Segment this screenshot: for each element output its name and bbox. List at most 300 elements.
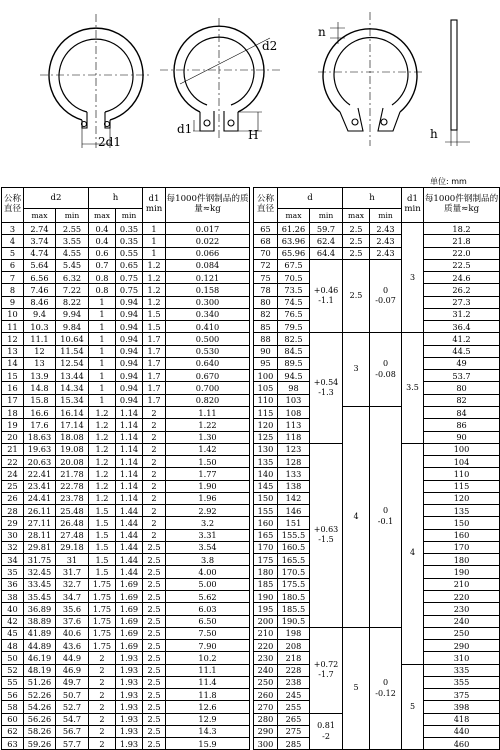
d-max-cell: 151 xyxy=(278,517,310,529)
d2-max-cell: 33.45 xyxy=(24,578,56,590)
d2-min-cell: 56.7 xyxy=(56,725,89,737)
table-row xyxy=(254,247,500,259)
h-max-cell: 1.2 xyxy=(89,419,116,431)
d2-min-cell: 43.6 xyxy=(56,640,89,652)
mass-cell: 2.92 xyxy=(166,505,250,517)
mass-cell: 18.2 xyxy=(424,223,500,235)
mass-cell: 49 xyxy=(424,357,500,369)
h-min-cell: 1.93 xyxy=(116,738,143,750)
d-max-cell: 84.5 xyxy=(278,345,310,357)
h-max-cell: 1.2 xyxy=(89,431,116,443)
h-max-cell: 1.75 xyxy=(89,578,116,590)
d2-min-cell: 54.7 xyxy=(56,713,89,725)
spec-table-right xyxy=(253,187,500,750)
h-min-cell: 1.69 xyxy=(116,603,143,615)
mass-cell: 3.2 xyxy=(166,517,250,529)
mass-cell: 36.4 xyxy=(424,321,500,333)
mass-cell: 1.22 xyxy=(166,419,250,431)
size-cell: 13 xyxy=(2,345,24,357)
d-max-cell: 89.5 xyxy=(278,357,310,369)
h-max-cell: 1.5 xyxy=(89,566,116,578)
h-max-cell: 1.2 xyxy=(89,492,116,504)
d2-min-cell: 35.6 xyxy=(56,603,89,615)
d-min-cell: 62.4 xyxy=(310,235,343,247)
table-row xyxy=(2,689,250,701)
h-max-cell: 0.4 xyxy=(89,223,116,235)
table-row xyxy=(2,725,250,737)
size-cell: 95 xyxy=(254,357,278,369)
size-cell: 3 xyxy=(2,223,24,235)
mass-cell: 14.3 xyxy=(166,725,250,737)
h-min-cell: 1.14 xyxy=(116,406,143,418)
table-row xyxy=(2,701,250,713)
table-row xyxy=(2,443,250,455)
d2-min-cell: 14.34 xyxy=(56,382,89,394)
mass-cell: 82 xyxy=(424,394,500,406)
d-min-cell: 64.4 xyxy=(310,247,343,259)
size-cell: 290 xyxy=(254,725,278,737)
table-row xyxy=(2,357,250,369)
table-row xyxy=(254,259,500,271)
d-max-cell: 113 xyxy=(278,419,310,431)
mass-cell: 84 xyxy=(424,406,500,418)
size-cell: 26 xyxy=(2,492,24,504)
mass-cell: 90 xyxy=(424,431,500,443)
h-min-cell: 1.44 xyxy=(116,517,143,529)
mass-cell: 170 xyxy=(424,541,500,553)
d1-cell: 4 xyxy=(402,443,424,664)
size-cell: 45 xyxy=(2,627,24,639)
size-cell: 52 xyxy=(2,664,24,676)
size-cell: 175 xyxy=(254,554,278,566)
d2-min-cell: 46.9 xyxy=(56,664,89,676)
table-row xyxy=(2,505,250,517)
d-tolerance-cell: 0.81 -2 xyxy=(310,713,343,750)
size-cell: 78 xyxy=(254,284,278,296)
mass-cell: 104 xyxy=(424,456,500,468)
size-cell: 230 xyxy=(254,652,278,664)
d2-min-cell: 4.55 xyxy=(56,247,89,259)
d1-cell: 3.5 xyxy=(402,333,424,443)
d-min-cell: 59.7 xyxy=(310,223,343,235)
h-max-cell: 2 xyxy=(89,701,116,713)
size-cell: 12 xyxy=(2,333,24,345)
mass-cell: 310 xyxy=(424,652,500,664)
h-max-cell: 1.5 xyxy=(89,541,116,553)
mass-cell: 1.11 xyxy=(166,406,250,418)
mass-cell: 0.640 xyxy=(166,357,250,369)
d2-max-cell: 13.9 xyxy=(24,370,56,382)
mass-cell: 15.9 xyxy=(166,738,250,750)
header-d2: d2 xyxy=(24,188,89,209)
mass-cell: 3.54 xyxy=(166,541,250,553)
d1-cell: 2.5 xyxy=(143,578,166,590)
header-max: max xyxy=(278,209,310,223)
d2-min-cell: 5.45 xyxy=(56,259,89,271)
h-max-cell: 1.75 xyxy=(89,615,116,627)
d1-cell: 2 xyxy=(143,505,166,517)
size-cell: 270 xyxy=(254,701,278,713)
size-cell: 260 xyxy=(254,689,278,701)
header-mass: 每1000件钢制品的质量≈kg xyxy=(424,188,500,223)
unit-label: 单位: mm xyxy=(430,177,467,186)
size-cell: 210 xyxy=(254,627,278,639)
mass-cell: 250 xyxy=(424,627,500,639)
d-max-cell: 170.5 xyxy=(278,566,310,578)
size-cell: 7 xyxy=(2,272,24,284)
h-min-cell: 1.93 xyxy=(116,701,143,713)
mass-cell: 11.4 xyxy=(166,676,250,688)
d2-min-cell: 26.48 xyxy=(56,517,89,529)
d-max-cell: 265 xyxy=(278,713,310,725)
d-max-cell: 198 xyxy=(278,627,310,639)
size-cell: 160 xyxy=(254,517,278,529)
mass-cell: 220 xyxy=(424,590,500,602)
mass-cell: 1.77 xyxy=(166,468,250,480)
d1-cell: 1.7 xyxy=(143,345,166,357)
d2-min-cell: 52.7 xyxy=(56,701,89,713)
mass-cell: 11.8 xyxy=(166,689,250,701)
d-max-cell: 160.5 xyxy=(278,541,310,553)
h-max-cell: 0.8 xyxy=(89,284,116,296)
h-max-cell: 1.2 xyxy=(89,406,116,418)
h-max-cell: 0.7 xyxy=(89,259,116,271)
table-row xyxy=(2,529,250,541)
h-min-cell: 1.69 xyxy=(116,578,143,590)
header-min: min xyxy=(370,209,402,223)
h-max-cell: 1 xyxy=(89,382,116,394)
h-max-cell: 1.5 xyxy=(89,517,116,529)
label-n: n xyxy=(318,25,326,39)
size-cell: 24 xyxy=(2,468,24,480)
size-cell: 50 xyxy=(2,652,24,664)
d-max-cell: 228 xyxy=(278,664,310,676)
d2-max-cell: 3.74 xyxy=(24,235,56,247)
d1-cell: 1.7 xyxy=(143,382,166,394)
d2-min-cell: 13.44 xyxy=(56,370,89,382)
d2-max-cell: 12 xyxy=(24,345,56,357)
d2-max-cell: 2.74 xyxy=(24,223,56,235)
d2-min-cell: 8.22 xyxy=(56,296,89,308)
size-cell: 145 xyxy=(254,480,278,492)
size-cell: 130 xyxy=(254,443,278,455)
d2-min-cell: 22.78 xyxy=(56,480,89,492)
mass-cell: 11.1 xyxy=(166,664,250,676)
h-min-cell: 2.43 xyxy=(370,223,402,235)
d2-min-cell: 49.7 xyxy=(56,676,89,688)
size-cell: 250 xyxy=(254,676,278,688)
h-max-cell: 1 xyxy=(89,333,116,345)
d2-max-cell: 41.89 xyxy=(24,627,56,639)
size-cell: 22 xyxy=(2,456,24,468)
table-row xyxy=(2,713,250,725)
d2-max-cell: 48.19 xyxy=(24,664,56,676)
size-cell: 11 xyxy=(2,321,24,333)
d2-min-cell: 31.7 xyxy=(56,566,89,578)
d1-cell: 1.7 xyxy=(143,370,166,382)
d2-max-cell: 36.89 xyxy=(24,603,56,615)
d1-cell: 1.2 xyxy=(143,284,166,296)
size-cell: 10 xyxy=(2,308,24,320)
mass-cell: 3.31 xyxy=(166,529,250,541)
h-max-cell: 2 xyxy=(89,676,116,688)
mass-cell: 0.300 xyxy=(166,296,250,308)
d-tolerance-cell: +0.54 -1.3 xyxy=(310,333,343,443)
h-min-cell: 1.14 xyxy=(116,456,143,468)
size-cell: 170 xyxy=(254,541,278,553)
ring-view-front xyxy=(40,14,152,148)
mass-cell: 0.022 xyxy=(166,235,250,247)
size-cell: 220 xyxy=(254,640,278,652)
d2-min-cell: 3.55 xyxy=(56,235,89,247)
mass-cell: 6.03 xyxy=(166,603,250,615)
d1-cell: 2 xyxy=(143,443,166,455)
d-max-cell: 73.5 xyxy=(278,284,310,296)
header-min: min xyxy=(56,209,89,223)
table-row xyxy=(2,468,250,480)
size-cell: 34 xyxy=(2,554,24,566)
mass-cell: 5.62 xyxy=(166,590,250,602)
d2-min-cell: 32.7 xyxy=(56,578,89,590)
size-cell: 56 xyxy=(2,689,24,701)
d1-cell: 1.2 xyxy=(143,272,166,284)
size-cell: 140 xyxy=(254,468,278,480)
mass-cell: 0.017 xyxy=(166,223,250,235)
size-cell: 48 xyxy=(2,640,24,652)
h-min-cell: 1.14 xyxy=(116,492,143,504)
d2-min-cell: 20.08 xyxy=(56,456,89,468)
d-max-cell: 190.5 xyxy=(278,615,310,627)
d1-cell: 2 xyxy=(143,492,166,504)
d2-max-cell: 56.26 xyxy=(24,713,56,725)
size-cell: 17 xyxy=(2,394,24,406)
size-cell: 90 xyxy=(254,345,278,357)
h-min-cell: 1.69 xyxy=(116,615,143,627)
d2-min-cell: 29.18 xyxy=(56,541,89,553)
d1-cell: 2.5 xyxy=(143,725,166,737)
d2-min-cell: 31 xyxy=(56,554,89,566)
header-max: max xyxy=(24,209,56,223)
size-cell: 28 xyxy=(2,505,24,517)
size-cell: 15 xyxy=(2,370,24,382)
d-tolerance-cell: +0.63 -1.5 xyxy=(310,443,343,627)
mass-cell: 21.8 xyxy=(424,235,500,247)
d-max-cell: 133 xyxy=(278,468,310,480)
d-max-cell: 155.5 xyxy=(278,529,310,541)
d2-min-cell: 44.9 xyxy=(56,652,89,664)
mass-cell: 7.50 xyxy=(166,627,250,639)
h-min-cell: 1.44 xyxy=(116,541,143,553)
d2-max-cell: 28.11 xyxy=(24,529,56,541)
d-max-cell: 245 xyxy=(278,689,310,701)
h-min-cell: 1.93 xyxy=(116,713,143,725)
mass-cell: 0.340 xyxy=(166,308,250,320)
d1-cell: 1 xyxy=(143,247,166,259)
mass-cell: 0.500 xyxy=(166,333,250,345)
table-row xyxy=(2,603,250,615)
h-max-cell: 2.5 xyxy=(343,259,370,333)
size-cell: 125 xyxy=(254,431,278,443)
mass-cell: 5.00 xyxy=(166,578,250,590)
mass-cell: 0.670 xyxy=(166,370,250,382)
mass-cell: 440 xyxy=(424,725,500,737)
mass-cell: 355 xyxy=(424,676,500,688)
table-row xyxy=(254,223,500,235)
size-cell: 88 xyxy=(254,333,278,345)
table-row xyxy=(254,627,500,639)
h-max-cell: 1.5 xyxy=(89,505,116,517)
d2-min-cell: 7.22 xyxy=(56,284,89,296)
d1-cell: 2.5 xyxy=(143,664,166,676)
size-cell: 300 xyxy=(254,738,278,750)
d-max-cell: 103 xyxy=(278,394,310,406)
size-cell: 72 xyxy=(254,259,278,271)
mass-cell: 190 xyxy=(424,566,500,578)
size-cell: 110 xyxy=(254,394,278,406)
size-cell: 68 xyxy=(254,235,278,247)
mass-cell: 120 xyxy=(424,492,500,504)
mass-cell: 110 xyxy=(424,468,500,480)
h-min-cell: 2.43 xyxy=(370,247,402,259)
d2-max-cell: 35.45 xyxy=(24,590,56,602)
h-max-cell: 1.75 xyxy=(89,603,116,615)
table-row xyxy=(2,296,250,308)
mass-cell: 1.30 xyxy=(166,431,250,443)
mass-cell: 41.2 xyxy=(424,333,500,345)
table-row xyxy=(2,321,250,333)
table-row xyxy=(254,333,500,345)
mass-cell: 1.96 xyxy=(166,492,250,504)
d2-max-cell: 29.81 xyxy=(24,541,56,553)
circlip-drawings xyxy=(0,0,500,165)
h-min-cell: 0.94 xyxy=(116,357,143,369)
mass-cell: 12.9 xyxy=(166,713,250,725)
d-max-cell: 238 xyxy=(278,676,310,688)
table-row xyxy=(2,333,250,345)
h-max-cell: 1 xyxy=(89,394,116,406)
size-cell: 80 xyxy=(254,296,278,308)
header-h: h xyxy=(89,188,143,209)
d2-max-cell: 51.26 xyxy=(24,676,56,688)
mass-cell: 10.2 xyxy=(166,652,250,664)
h-max-cell: 4 xyxy=(343,406,370,627)
mass-cell: 0.066 xyxy=(166,247,250,259)
size-cell: 29 xyxy=(2,517,24,529)
d1-cell: 3 xyxy=(402,223,424,333)
d-max-cell: 180.5 xyxy=(278,590,310,602)
mass-cell: 398 xyxy=(424,701,500,713)
ring-view-side xyxy=(318,12,470,146)
d1-cell: 2.5 xyxy=(143,701,166,713)
table-row xyxy=(2,456,250,468)
table-row xyxy=(2,664,250,676)
h-max-cell: 2 xyxy=(89,725,116,737)
h-max-cell: 0.8 xyxy=(89,272,116,284)
size-cell: 14 xyxy=(2,357,24,369)
mass-cell: 0.084 xyxy=(166,259,250,271)
mass-cell: 1.90 xyxy=(166,480,250,492)
header-d1: d1 min xyxy=(402,188,424,223)
d2-max-cell: 6.56 xyxy=(24,272,56,284)
size-cell: 105 xyxy=(254,382,278,394)
d1-cell: 1 xyxy=(143,235,166,247)
d1-cell: 2.5 xyxy=(143,640,166,652)
h-min-cell: 1.93 xyxy=(116,676,143,688)
d1-cell: 1.7 xyxy=(143,333,166,345)
h-max-cell: 2 xyxy=(89,664,116,676)
h-max-cell: 2 xyxy=(89,738,116,750)
d-tolerance-cell: +0.72 -1.7 xyxy=(310,627,343,713)
h-min-cell: 0.75 xyxy=(116,272,143,284)
mass-cell: 0.530 xyxy=(166,345,250,357)
d2-max-cell: 5.64 xyxy=(24,259,56,271)
table-row xyxy=(2,541,250,553)
d2-max-cell: 9.4 xyxy=(24,308,56,320)
d2-max-cell: 13 xyxy=(24,357,56,369)
table-row xyxy=(2,627,250,639)
d-max-cell: 175.5 xyxy=(278,578,310,590)
d-max-cell: 94.5 xyxy=(278,370,310,382)
h-max-cell: 0.4 xyxy=(89,235,116,247)
d1-cell: 2.5 xyxy=(143,541,166,553)
d2-max-cell: 10.3 xyxy=(24,321,56,333)
d-max-cell: 185.5 xyxy=(278,603,310,615)
h-min-cell: 0.94 xyxy=(116,308,143,320)
d2-min-cell: 21.78 xyxy=(56,468,89,480)
mass-cell: 4.00 xyxy=(166,566,250,578)
d1-cell: 2.5 xyxy=(143,627,166,639)
mass-cell: 0.700 xyxy=(166,382,250,394)
d1-cell: 1.7 xyxy=(143,357,166,369)
mass-cell: 150 xyxy=(424,517,500,529)
h-max-cell: 1 xyxy=(89,357,116,369)
size-cell: 75 xyxy=(254,272,278,284)
h-min-cell: 1.93 xyxy=(116,725,143,737)
h-max-cell: 1 xyxy=(89,296,116,308)
size-cell: 100 xyxy=(254,370,278,382)
header-size: 公称直径 xyxy=(254,188,278,223)
h-min-cell: 0.35 xyxy=(116,235,143,247)
d-max-cell: 67.5 xyxy=(278,259,310,271)
d2-max-cell: 22.41 xyxy=(24,468,56,480)
mass-cell: 230 xyxy=(424,603,500,615)
h-min-cell: 1.93 xyxy=(116,664,143,676)
h-max-cell: 1.5 xyxy=(89,554,116,566)
d2-min-cell: 15.34 xyxy=(56,394,89,406)
mass-cell: 418 xyxy=(424,713,500,725)
h-max-cell: 2 xyxy=(89,652,116,664)
table-row xyxy=(2,578,250,590)
d2-max-cell: 46.19 xyxy=(24,652,56,664)
table-row xyxy=(2,590,250,602)
d2-min-cell: 11.54 xyxy=(56,345,89,357)
mass-cell: 26.2 xyxy=(424,284,500,296)
table-row xyxy=(2,284,250,296)
d1-cell: 2 xyxy=(143,480,166,492)
d1-cell: 2.5 xyxy=(143,713,166,725)
d1-cell: 2.5 xyxy=(143,615,166,627)
h-max-cell: 2 xyxy=(89,689,116,701)
d-max-cell: 79.5 xyxy=(278,321,310,333)
h-min-cell: 0.94 xyxy=(116,382,143,394)
d2-min-cell: 57.7 xyxy=(56,738,89,750)
d1-cell: 2 xyxy=(143,456,166,468)
h-min-cell: 1.69 xyxy=(116,640,143,652)
h-max-cell: 1.75 xyxy=(89,627,116,639)
d-max-cell: 74.5 xyxy=(278,296,310,308)
h-tolerance-cell: 0 -0.07 xyxy=(370,259,402,333)
header-h: h xyxy=(343,188,402,209)
